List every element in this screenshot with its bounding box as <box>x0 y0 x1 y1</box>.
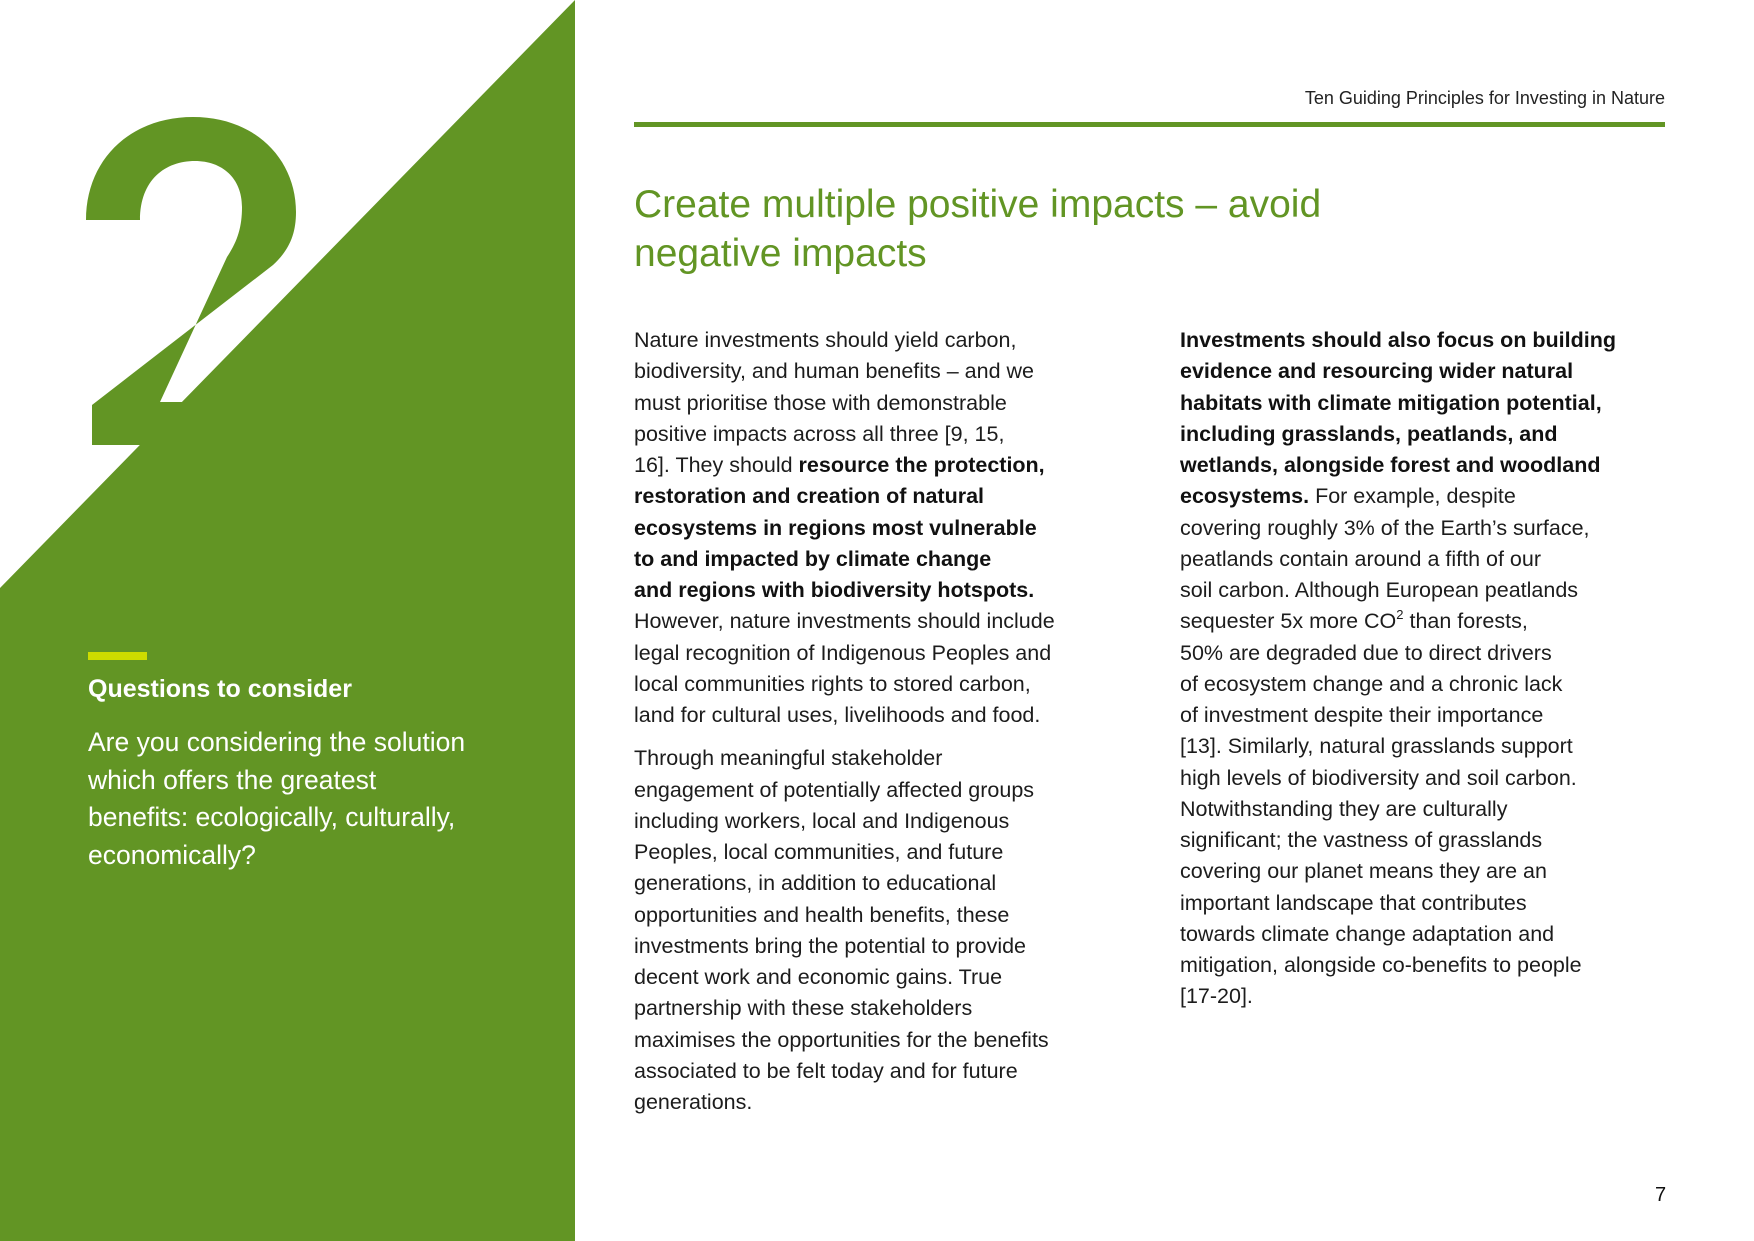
text-run: local communities rights to stored carbon, <box>634 671 1031 696</box>
text-line <box>634 993 1134 1024</box>
text-run: investments bring the potential to provide <box>634 933 1027 958</box>
text-line <box>1180 325 1680 356</box>
text-line <box>634 606 1134 637</box>
text-line <box>634 962 1134 993</box>
text-line <box>1180 450 1680 481</box>
text-line <box>634 325 1134 356</box>
text-line <box>1180 575 1680 606</box>
text-run: decent work and economic gains. True <box>634 965 1003 989</box>
text-line <box>634 481 1134 512</box>
text-line <box>1180 731 1680 762</box>
text-run: high levels of biodiversity and soil carbon. <box>1180 765 1577 790</box>
text-line <box>634 356 1134 387</box>
text-line <box>634 806 1134 837</box>
accent-bar <box>88 652 147 660</box>
text-run: positive impacts across all three [9, 15, <box>634 421 1005 446</box>
bold-text-run: to and impacted by climate change <box>634 546 992 571</box>
text-run: engagement of potentially affected groups <box>634 777 1035 802</box>
bold-text-run: restoration and creation of natural <box>634 484 985 509</box>
question-line: Are you considering the solution <box>88 727 466 757</box>
question-line: which offers the greatest <box>88 764 377 795</box>
text-line <box>1180 763 1680 794</box>
text-run: covering our planet means they are an <box>1180 859 1547 884</box>
text-line <box>634 700 1134 731</box>
text-line <box>634 1025 1134 1056</box>
paragraph <box>634 325 1134 731</box>
text-line <box>634 450 1134 481</box>
text-run: must prioritise those with demonstrable <box>634 390 1007 415</box>
text-run: generations. <box>634 1090 753 1114</box>
text-run: peatlands contain around a fifth of our <box>1180 546 1541 571</box>
page-title <box>634 180 1534 278</box>
text-line <box>634 837 1134 868</box>
text-line <box>1180 919 1680 950</box>
paragraph <box>634 743 1134 1118</box>
text-run: sequester 5x more CO <box>1180 609 1397 634</box>
text-run: covering roughly 3% of the Earth’s surface, <box>1180 515 1590 540</box>
paragraph <box>1180 325 1680 1013</box>
text-run: partnership with these stakeholders <box>634 996 973 1021</box>
text-line <box>1180 419 1680 450</box>
bold-text-run: and regions with biodiversity hotspots. <box>634 578 1035 602</box>
text-run: mitigation, alongside co-benefits to people <box>1180 953 1582 977</box>
text-run: important landscape that contributes <box>1180 890 1527 915</box>
bold-text-run: habitats with climate mitigation potential, <box>1180 390 1602 415</box>
publication-title: Ten Guiding Principles for Investing in Nature <box>1304 88 1665 108</box>
text-line <box>1180 388 1680 419</box>
text-run: biodiversity, and human benefits – and we <box>634 359 1034 384</box>
bold-text-run: Investments should also focus on building <box>1180 328 1617 352</box>
text-line <box>634 1087 1134 1118</box>
text-line <box>1180 950 1680 981</box>
text-run: 16]. They should <box>634 453 799 477</box>
text-run: Through meaningful stakeholder <box>634 746 943 771</box>
text-run: Notwithstanding they are culturally <box>1180 796 1508 821</box>
question-line: economically? <box>88 839 256 870</box>
text-line <box>634 669 1134 700</box>
text-line <box>1180 606 1680 637</box>
text-run: [17-20]. <box>1180 984 1253 1009</box>
text-run: maximises the opportunities for the benefits <box>634 1027 1049 1052</box>
text-line <box>634 1056 1134 1087</box>
text-line <box>634 868 1134 899</box>
text-line <box>634 775 1134 806</box>
text-line <box>634 931 1134 962</box>
text-run: 50% are degraded due to direct drivers <box>1180 640 1552 665</box>
text-line <box>1180 981 1680 1012</box>
bold-text-run: including grasslands, peatlands, and <box>1180 421 1558 446</box>
text-line <box>1180 888 1680 919</box>
page-number: 7 <box>1655 1184 1667 1206</box>
text-line <box>1180 638 1680 669</box>
question-line: benefits: ecologically, culturally, <box>88 802 456 832</box>
text-line <box>1180 825 1680 856</box>
text-run: Nature investments should yield carbon, <box>634 328 1017 352</box>
bold-text-run: ecosystems. <box>1180 484 1310 509</box>
text-run: generations, in addition to educational <box>634 871 997 896</box>
body-column-right <box>1180 325 1680 1013</box>
text-run: Peoples, local communities, and future <box>634 840 1004 864</box>
bold-text-run: ecosystems in regions most vulnerable <box>634 515 1037 540</box>
title-line-1: Create multiple positive impacts – avoid <box>634 183 1322 226</box>
text-line <box>1180 544 1680 575</box>
text-line <box>634 388 1134 419</box>
text-run: For example, despite <box>1309 484 1516 509</box>
superscript: 2 <box>1396 607 1404 623</box>
text-run: significant; the vastness of grasslands <box>1180 828 1543 852</box>
text-run: [13]. Similarly, natural grasslands support <box>1180 734 1573 759</box>
text-line <box>634 900 1134 931</box>
text-line <box>634 419 1134 450</box>
body-column-left <box>634 325 1134 1118</box>
bold-text-run: resource the protection, <box>798 453 1045 477</box>
text-line <box>634 638 1134 669</box>
text-run: soil carbon. Although European peatlands <box>1180 578 1579 602</box>
title-line-2: negative impacts <box>634 232 927 275</box>
question-text <box>88 724 548 874</box>
text-line <box>1180 513 1680 544</box>
text-line <box>634 513 1134 544</box>
text-line <box>1180 794 1680 825</box>
text-line <box>1180 481 1680 512</box>
text-line <box>634 743 1134 774</box>
text-line <box>1180 856 1680 887</box>
bold-text-run: wetlands, alongside forest and woodland <box>1180 453 1601 477</box>
bold-text-run: evidence and resourcing wider natural <box>1180 359 1574 384</box>
text-line <box>634 544 1134 575</box>
questions-heading: Questions to consider <box>88 675 352 703</box>
text-run: than forests, <box>1403 609 1528 634</box>
text-run: land for cultural uses, livelihoods and food. <box>634 703 1041 727</box>
text-line <box>1180 700 1680 731</box>
text-line <box>634 575 1134 606</box>
header-divider <box>634 122 1665 127</box>
text-line <box>1180 669 1680 700</box>
text-run: towards climate change adaptation and <box>1180 921 1555 946</box>
text-line <box>1180 356 1680 387</box>
text-run: of ecosystem change and a chronic lack <box>1180 671 1563 696</box>
text-run: associated to be felt today and for future <box>634 1058 1018 1083</box>
text-run: legal recognition of Indigenous Peoples and <box>634 640 1052 665</box>
text-run: including workers, local and Indigenous <box>634 808 1010 833</box>
text-run: opportunities and health benefits, these <box>634 902 1010 927</box>
text-run: of investment despite their importance <box>1180 703 1544 727</box>
text-run: However, nature investments should include <box>634 609 1055 634</box>
